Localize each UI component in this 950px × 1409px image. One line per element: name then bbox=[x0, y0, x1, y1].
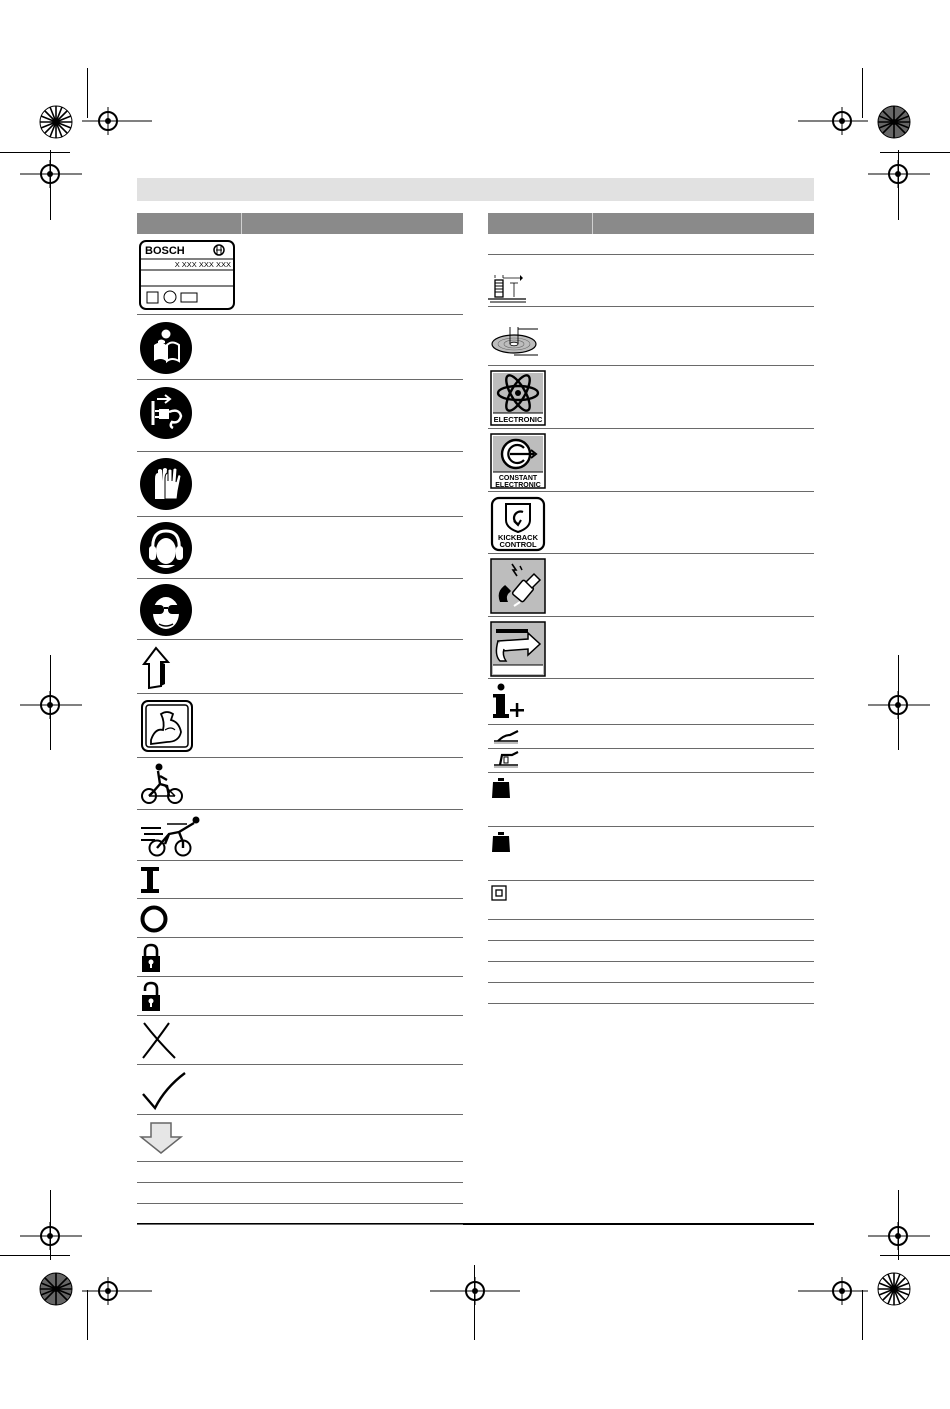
padlock-open-icon bbox=[139, 981, 163, 1013]
weight-icon bbox=[491, 777, 511, 799]
grinding-disc-icon bbox=[490, 323, 540, 357]
flexed-arm-icon bbox=[141, 700, 193, 752]
constant-electronic-label-2: ELECTRONIC bbox=[495, 482, 541, 489]
table-row bbox=[137, 1016, 463, 1065]
table-row bbox=[488, 679, 814, 725]
registration-crosshair-icon bbox=[798, 1277, 868, 1307]
table-row bbox=[488, 554, 814, 617]
registration-crosshair-icon bbox=[20, 1221, 82, 1251]
registration-crosshair-icon bbox=[82, 1277, 152, 1307]
registration-crosshair-icon bbox=[868, 1221, 930, 1251]
protection-class-ii-icon bbox=[491, 885, 509, 903]
table-row bbox=[488, 255, 814, 307]
down-arrow-icon bbox=[139, 1121, 183, 1155]
table-row bbox=[488, 307, 814, 366]
table-row bbox=[137, 694, 463, 758]
registration-starburst-icon bbox=[877, 105, 911, 139]
table-row bbox=[137, 899, 463, 938]
table-row bbox=[137, 579, 463, 640]
registration-starburst-icon bbox=[39, 105, 73, 139]
nameplate-icon bbox=[139, 240, 235, 310]
table-row bbox=[488, 429, 814, 492]
table-row bbox=[488, 234, 814, 255]
registration-crosshair-icon bbox=[82, 107, 152, 137]
table-row bbox=[488, 773, 814, 827]
registration-crosshair-icon bbox=[868, 159, 930, 189]
constant-electronic-icon bbox=[490, 433, 546, 489]
table-header bbox=[137, 213, 463, 234]
page-header-bar bbox=[137, 178, 814, 201]
soft-start-icon bbox=[490, 621, 546, 677]
padlock-closed-icon bbox=[139, 942, 163, 974]
table-row bbox=[137, 1162, 463, 1183]
table-row bbox=[137, 234, 463, 315]
fast-cyclist-icon bbox=[139, 814, 203, 858]
table-row bbox=[137, 517, 463, 579]
header-col-symbol bbox=[488, 213, 593, 234]
table-row bbox=[137, 380, 463, 452]
table-row bbox=[488, 749, 814, 773]
table-row bbox=[488, 983, 814, 1004]
header-col-meaning bbox=[593, 213, 814, 234]
check-mark-icon bbox=[139, 1070, 187, 1112]
table-row bbox=[137, 977, 463, 1016]
table-header bbox=[488, 213, 814, 234]
registration-crosshair-icon bbox=[430, 1277, 520, 1307]
table-row bbox=[137, 1065, 463, 1115]
registration-starburst-icon bbox=[39, 1272, 73, 1306]
table-row bbox=[488, 881, 814, 920]
constant-electronic-label-1: CONSTANT bbox=[498, 475, 538, 482]
weight-icon bbox=[491, 831, 511, 853]
table-row bbox=[488, 941, 814, 962]
table-row bbox=[488, 617, 814, 679]
table-row bbox=[488, 725, 814, 749]
registration-crosshair-icon bbox=[798, 107, 868, 137]
up-arrow-icon bbox=[141, 646, 171, 690]
kickback-label-2: CONTROL bbox=[499, 540, 537, 549]
cross-mark-icon bbox=[139, 1020, 179, 1060]
guard-low-icon bbox=[490, 727, 522, 745]
table-row bbox=[488, 366, 814, 429]
table-row bbox=[137, 758, 463, 810]
registration-crosshair-icon bbox=[20, 690, 82, 720]
header-col-meaning bbox=[242, 213, 463, 234]
kickback-label-1: KICKBACK bbox=[498, 533, 538, 542]
nameplate-brand: BOSCH bbox=[145, 245, 185, 257]
registration-starburst-icon bbox=[877, 1272, 911, 1306]
restart-protection-icon bbox=[490, 558, 546, 614]
ear-protection-icon bbox=[139, 521, 193, 575]
table-row bbox=[137, 640, 463, 694]
kickback-control-icon bbox=[490, 496, 546, 552]
table-row bbox=[137, 452, 463, 517]
guard-high-icon bbox=[490, 751, 522, 769]
table-row bbox=[488, 492, 814, 554]
table-row bbox=[137, 810, 463, 861]
slow-cyclist-icon bbox=[139, 762, 187, 806]
registration-crosshair-icon bbox=[20, 159, 82, 189]
right-symbol-table bbox=[488, 213, 814, 1004]
eye-protection-icon bbox=[139, 583, 193, 637]
header-col-symbol bbox=[137, 213, 242, 234]
gloves-icon bbox=[139, 457, 193, 511]
info-plus-icon bbox=[490, 683, 530, 721]
table-row bbox=[488, 827, 814, 881]
table-row bbox=[488, 962, 814, 983]
table-row bbox=[137, 861, 463, 899]
electronic-icon bbox=[490, 370, 546, 426]
nameplate-number: X XXX XXX XXX bbox=[174, 260, 231, 269]
switch-on-icon bbox=[139, 866, 163, 894]
switch-off-icon bbox=[139, 904, 169, 934]
electronic-label: ELECTRONIC bbox=[493, 415, 543, 424]
table-row bbox=[137, 1115, 463, 1162]
unplug-icon bbox=[139, 386, 193, 440]
table-row bbox=[137, 1183, 463, 1204]
table-row bbox=[137, 315, 463, 380]
table-row bbox=[488, 920, 814, 941]
registration-crosshair-icon bbox=[868, 690, 930, 720]
spindle-thread-icon bbox=[488, 273, 528, 305]
table-row bbox=[137, 938, 463, 977]
read-manual-icon bbox=[139, 321, 193, 375]
table-row bbox=[137, 1204, 463, 1225]
left-symbol-table bbox=[137, 213, 463, 1225]
